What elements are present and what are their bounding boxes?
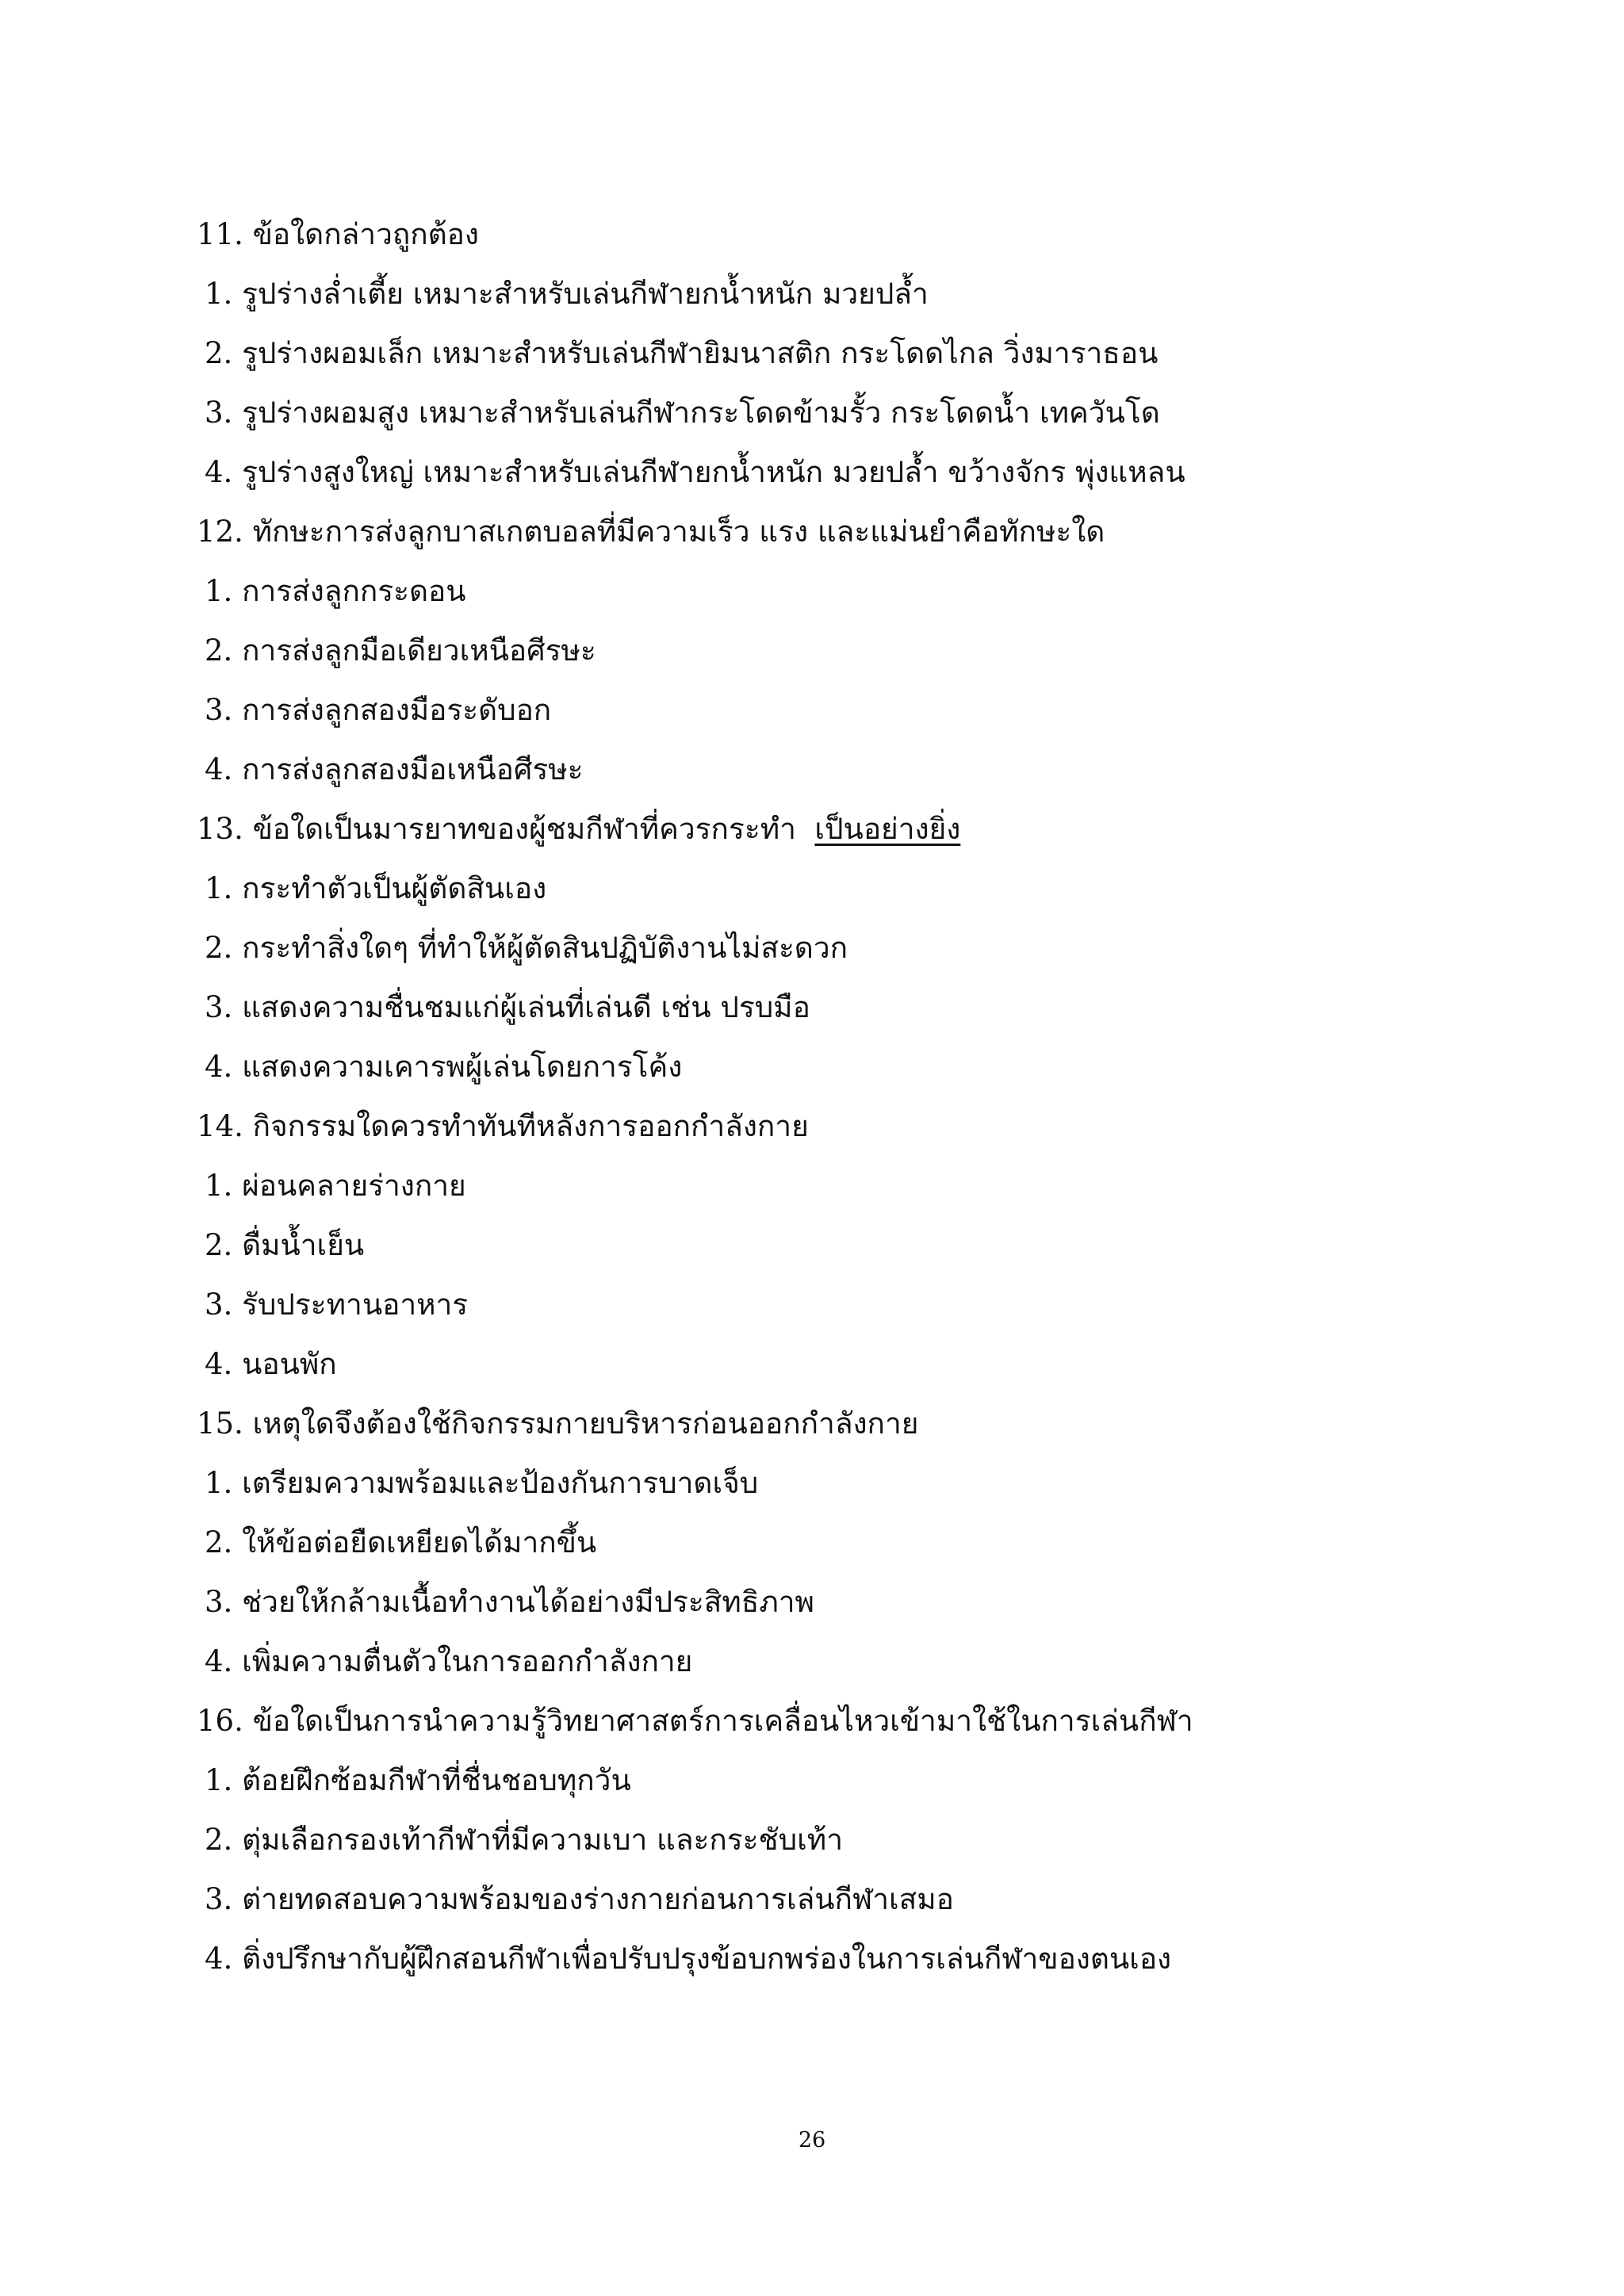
question-text: 13. ข้อใดเป็นมารยาทของผู้ชมกีฬาที่ควรกระทำ bbox=[197, 812, 796, 846]
answer-option: 1. ต้อยฝึกซ้อมกีฬาที่ชื่นชอบทุกวัน bbox=[205, 1763, 631, 1797]
answer-option: 1. กระทำตัวเป็นผู้ตัดสินเอง bbox=[205, 871, 547, 905]
question-list bbox=[197, 205, 1481, 1988]
answer-option: 4. เพิ่มความตื่นตัวในการออกกำลังกาย bbox=[205, 1644, 693, 1678]
question-text: 16. ข้อใดเป็นการนำความรู้วิทยาศาสตร์การเคลื่อนไหวเข้ามาใช้ในการเล่นกีฬา bbox=[197, 1704, 1193, 1738]
question-16 bbox=[197, 1691, 1481, 1988]
answer-option: 4. ติ่งปรึกษากับผู้ฝึกสอนกีฬาเพื่อปรับปรุงข้อบกพร่องในการเล่นกีฬาของตนเอง bbox=[205, 1942, 1172, 1976]
question-13 bbox=[197, 799, 1481, 1096]
answer-option: 1. เตรียมความพร้อมและป้องกันการบาดเจ็บ bbox=[205, 1466, 759, 1500]
question-11 bbox=[197, 205, 1481, 502]
answer-option: 3. ต่ายทดสอบความพร้อมของร่างกายก่อนการเล่นกีฬาเสมอ bbox=[205, 1882, 954, 1916]
answer-option: 2. รูปร่างผอมเล็ก เหมาะสำหรับเล่นกีฬายิมนาสติก กระโดดไกล วิ่งมาราธอน bbox=[205, 336, 1159, 370]
underlined-emphasis: เป็นอย่างยิ่ง bbox=[814, 812, 961, 846]
answer-option: 3. รูปร่างผอมสูง เหมาะสำหรับเล่นกีฬากระโดดข้ามรั้ว กระโดดน้ำ เทควันโด bbox=[205, 396, 1160, 430]
question-text-row bbox=[197, 799, 1481, 859]
answer-option: 3. การส่งลูกสองมือระดับอก bbox=[205, 693, 552, 727]
question-text: 12. ทักษะการส่งลูกบาสเกตบอลที่มีความเร็ว แรง และแม่นยำคือทักษะใด bbox=[197, 515, 1105, 549]
answer-option: 4. การส่งลูกสองมือเหนือศีรษะ bbox=[205, 752, 584, 786]
answer-option: 2. ดื่มน้ำเย็น bbox=[205, 1228, 365, 1262]
answer-option: 1. การส่งลูกกระดอน bbox=[205, 574, 466, 608]
answer-option: 1. ผ่อนคลายร่างกาย bbox=[205, 1169, 466, 1203]
question-text: 14. กิจกรรมใดควรทำทันทีหลังการออกกำลังกาย bbox=[197, 1109, 809, 1143]
question-12 bbox=[197, 502, 1481, 799]
answer-option: 1. รูปร่างล่ำเตี้ย เหมาะสำหรับเล่นกีฬายกน้ำหนัก มวยปล้ำ bbox=[205, 277, 929, 311]
answer-option: 2. ให้ข้อต่อยืดเหยียดได้มากขึ้น bbox=[205, 1525, 597, 1559]
question-text: 15. เหตุใดจึงต้องใช้กิจกรรมกายบริหารก่อนออกกำลังกาย bbox=[197, 1406, 919, 1441]
answer-option: 4. นอนพัก bbox=[205, 1347, 337, 1381]
question-14 bbox=[197, 1096, 1481, 1394]
answer-option: 3. ช่วยให้กล้ามเนื้อทำงานได้อย่างมีประสิทธิภาพ bbox=[205, 1585, 814, 1619]
answer-option: 4. รูปร่างสูงใหญ่ เหมาะสำหรับเล่นกีฬายกน้ำหนัก มวยปล้ำ ขว้างจักร พุ่งแหลน bbox=[205, 455, 1185, 489]
answer-option: 3. รับประทานอาหาร bbox=[205, 1288, 469, 1322]
question-text: 11. ข้อใดกล่าวถูกต้อง bbox=[197, 217, 479, 251]
question-15 bbox=[197, 1394, 1481, 1691]
answer-option: 4. แสดงความเคารพผู้เล่นโดยการโค้ง bbox=[205, 1050, 683, 1084]
answer-option: 2. กระทำสิ่งใดๆ ที่ทำให้ผู้ตัดสินปฏิบัติงานไม่สะดวก bbox=[205, 931, 848, 965]
answer-option: 2. ตุ่มเลือกรองเท้ากีฬาที่มีความเบา และกระชับเท้า bbox=[205, 1823, 843, 1857]
answer-option: 2. การส่งลูกมือเดียวเหนือศีรษะ bbox=[205, 633, 596, 668]
page-number: 26 bbox=[798, 2128, 826, 2152]
answer-option: 3. แสดงความชื่นชมแก่ผู้เล่นที่เล่นดี เช่น ปรบมือ bbox=[205, 990, 810, 1024]
